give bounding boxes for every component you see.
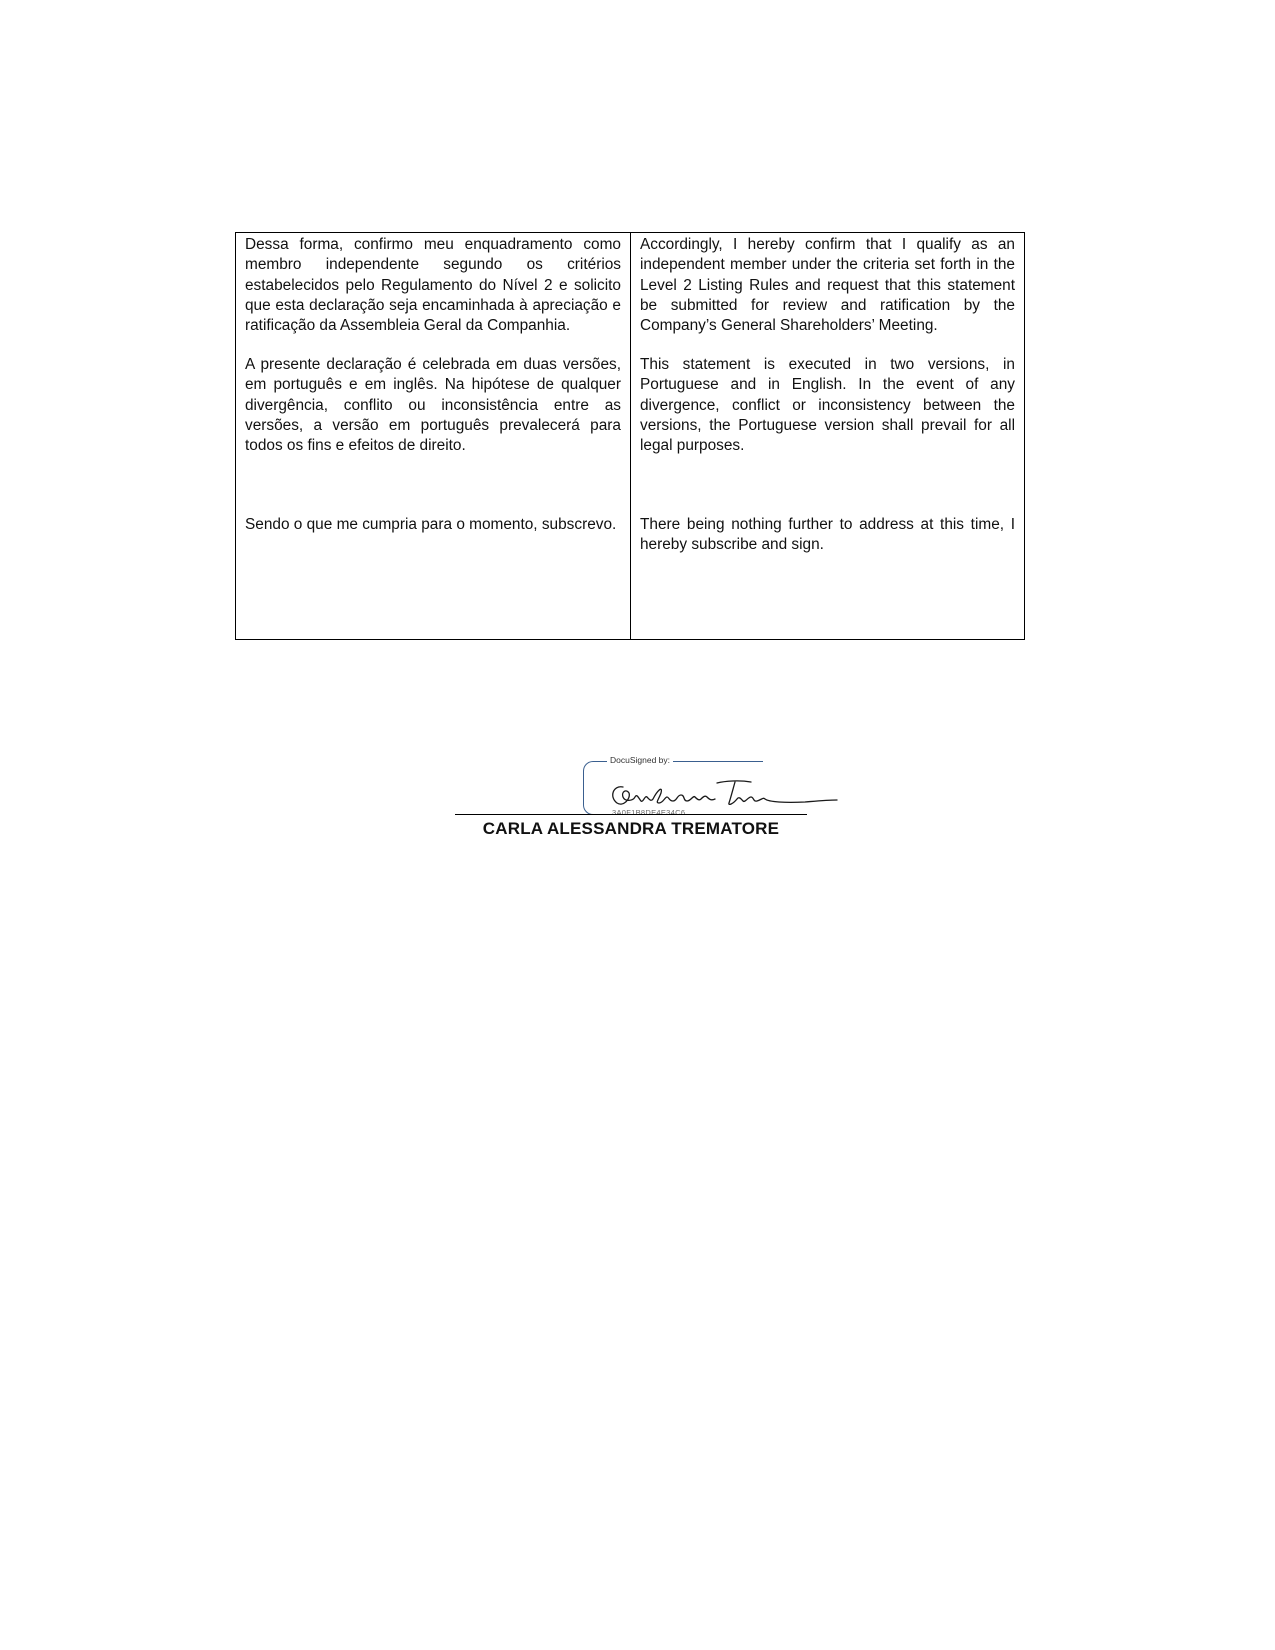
english-paragraph-1: Accordingly, I hereby confirm that I qualify as an independent member under the criteria set forth in the Level 2 Listing Rules and request that this statement be submitted for review and ratification by the Company’s General Shareholders’ Meeting. xyxy=(640,236,1015,335)
portuguese-column xyxy=(236,233,631,639)
portuguese-paragraph-1: Dessa forma, confirmo meu enquadramento como membro independente segundo os critérios estabelecidos pelo Regulamento do Nível 2 e solicito que esta declaração seja encaminhada à apreciação e ratificação da Assembleia Geral da Companhia. xyxy=(245,236,621,335)
declaration-table xyxy=(235,232,1025,640)
english-column xyxy=(631,233,1024,639)
portuguese-paragraph-3: Sendo o que me cumpria para o momento, subscrevo. xyxy=(245,516,617,533)
signer-name: CARLA ALESSANDRA TREMATORE xyxy=(482,819,780,838)
english-paragraph-2: This statement is executed in two versions, in Portuguese and in English. In the event of any divergence, conflict or inconsistency between the versions, the Portuguese version shall prevail for all legal purposes. xyxy=(640,356,1015,455)
english-paragraph-3: There being nothing further to address at this time, I hereby subscribe and sign. xyxy=(640,516,1015,554)
signature-line xyxy=(455,814,807,815)
signature-block xyxy=(455,755,810,850)
handwritten-signature xyxy=(605,769,845,813)
docusign-label: DocuSigned by: xyxy=(607,755,673,765)
signature-text: Carla Alessandra Trematore xyxy=(605,769,618,770)
portuguese-paragraph-2: A presente declaração é celebrada em duas versões, em português e em inglês. Na hipótese de qualquer divergência, conflito ou inconsistência entre as versões, a versão em português prevalecerá para todos os fins e efeitos de direito. xyxy=(245,356,621,455)
docusign-envelope-id: 3A0F1B8DE4E34C6... xyxy=(609,808,695,817)
